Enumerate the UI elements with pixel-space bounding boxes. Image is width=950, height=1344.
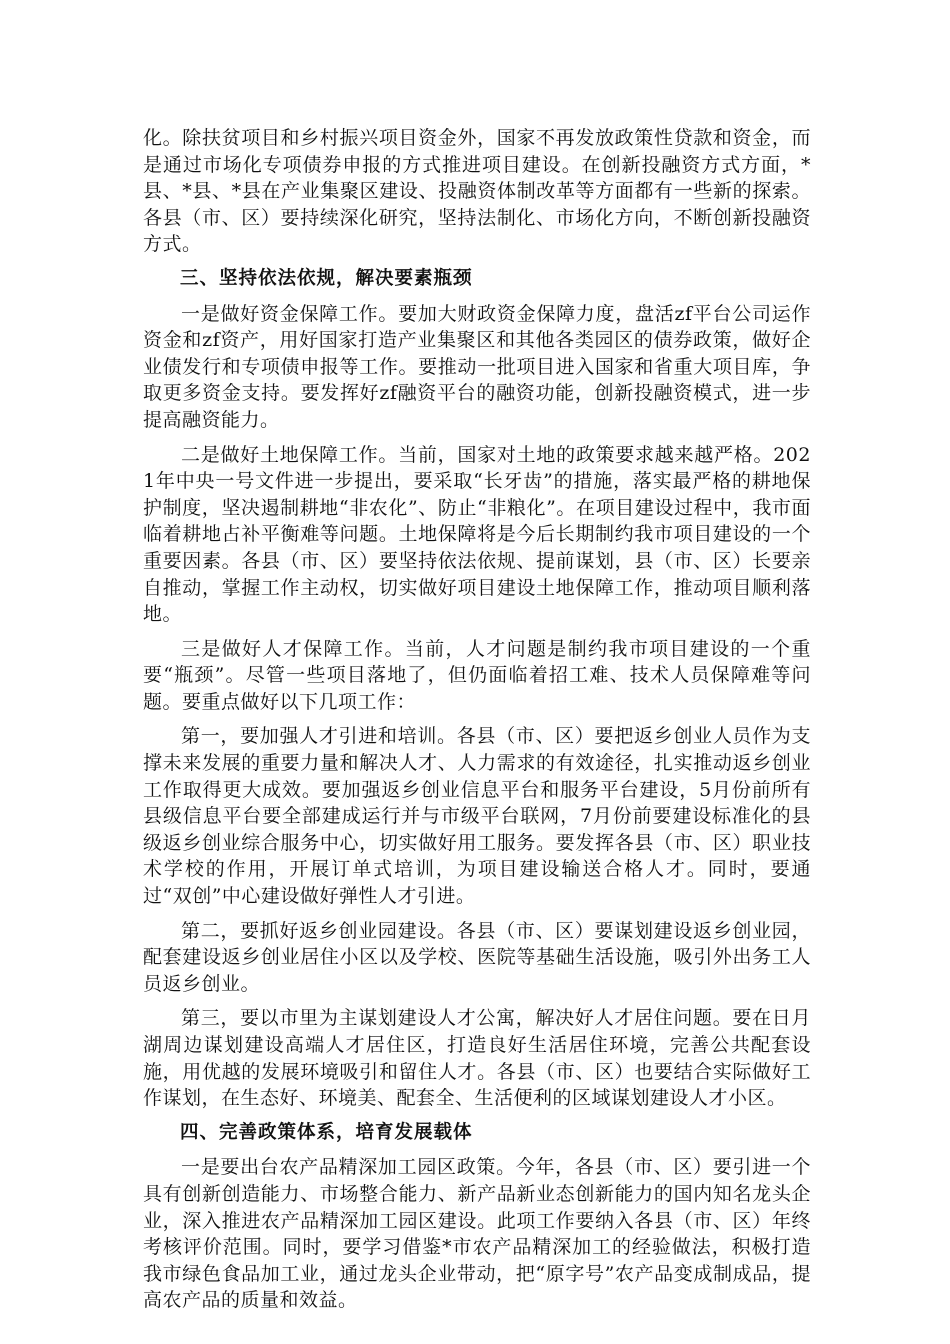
paragraph-land: 二是做好土地保障工作。当前，国家对土地的政策要求越来越严格。2021年中央一号文件进一步提出，要采取“长牙齿”的措施，落实最严格的耕地保护制度，坚决遏制耕地“非农化”、防止“非粮化”。在项目建设过程中，我市面临着耕地占补平衡难等问题。土地保障将是今后长期制约我市项目建设的一个重要因素。各县（市、区）要坚持依法依规、提前谋划，县（市、区）长要亲自推动，掌握工作主动权，切实做好项目建设土地保障工作，推动项目顺利落地。 xyxy=(143,443,811,626)
section-heading-three: 三、坚持依法依规，解决要素瓶颈 xyxy=(180,267,473,289)
document-page xyxy=(143,125,811,1322)
paragraph-policy: 一是要出台农产品精深加工园区政策。今年，各县（市、区）要引进一个具有创新创造能力、市场整合能力、新产品新业态创新能力的国内知名龙头企业，深入推进农产品精深加工园区建设。此项工作要纳入各县（市、区）年终考核评价范围。同时，要学习借鉴*市农产品精深加工的经验做法，积极打造我市绿色食品加工业，通过龙头企业带动，把“原字号”农产品变成制成品，提高农产品的质量和效益。 xyxy=(143,1156,811,1312)
paragraph-continued: 化。除扶贫项目和乡村振兴项目资金外，国家不再发放政策性贷款和资金，而是通过市场化专项债券申报的方式推进项目建设。在创新投融资方式方面，*县、*县、*县在产业集聚区建设、投融资体制改革等方面都有一些新的探索。各县（市、区）要持续深化研究，坚持法制化、市场化方向，不断创新投融资方式。 xyxy=(143,127,811,256)
paragraph-third: 第三，要以市里为主谋划建设人才公寓，解决好人才居住问题。要在日月湖周边谋划建设高端人才居住区，打造良好生活居住环境，完善公共配套设施，用优越的发展环境吸引和留住人才。各县（市、区）也要结合实际做好工作谋划，在生态好、环境美、配套全、生活便利的区域谋划建设人才小区。 xyxy=(143,1007,811,1110)
paragraph-funding: 一是做好资金保障工作。要加大财政资金保障力度，盘活zf平台公司运作资金和zf资产，用好国家打造产业集聚区和其他各类园区的债券政策，做好企业债发行和专项债申报等工作。要推动一批项目进入国家和省重大项目库，争取更多资金支持。要发挥好zf融资平台的融资功能，创新投融资模式，进一步提高融资能力。 xyxy=(143,302,811,431)
paragraph-talent: 三是做好人才保障工作。当前，人才问题是制约我市项目建设的一个重要“瓶颈”。尽管一些项目落地了，但仍面临着招工难、技术人员保障难等问题。要重点做好以下几项工作： xyxy=(143,637,811,713)
section-heading-four: 四、完善政策体系，培育发展载体 xyxy=(180,1121,473,1143)
paragraph-first: 第一，要加强人才引进和培训。各县（市、区）要把返乡创业人员作为支撑未来发展的重要力量和解决人才、人力需求的有效途径，扎实推动返乡创业工作取得更大成效。要加强返乡创业信息平台和服务平台建设，5月份前所有县级信息平台要全部建成运行并与市级平台联网，7月份前要建设标准化的县级返乡创业综合服务中心，切实做好用工服务。要发挥各县（市、区）职业技术学校的作用，开展订单式培训，为项目建设输送合格人才。同时，要通过“双创”中心建设做好弹性人才引进。 xyxy=(143,725,811,908)
paragraph-second: 第二，要抓好返乡创业园建设。各县（市、区）要谋划建设返乡创业园，配套建设返乡创业居住小区以及学校、医院等基础生活设施，吸引外出务工人员返乡创业。 xyxy=(143,919,811,995)
